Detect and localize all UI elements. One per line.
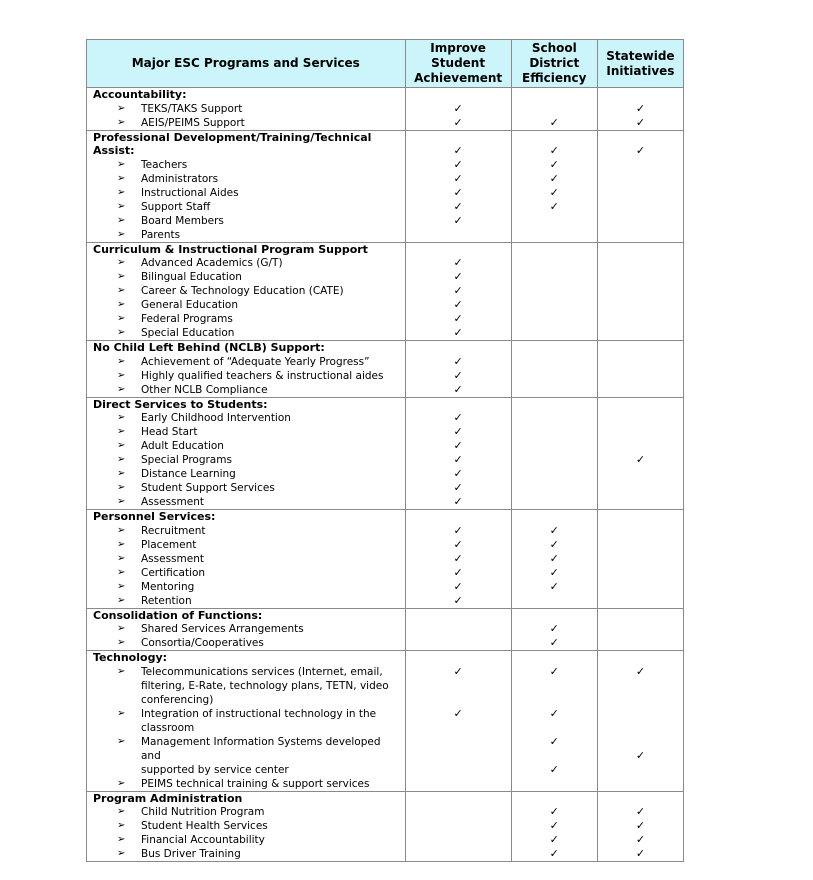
improve-cell xyxy=(405,608,511,651)
list-item-text: Certification xyxy=(141,566,206,579)
section-row xyxy=(87,341,684,398)
list-item xyxy=(87,805,405,819)
list-item-text: Mentoring xyxy=(141,580,195,593)
section-programs-cell xyxy=(87,608,406,651)
list-item xyxy=(87,594,405,608)
check-icon: ✓ xyxy=(453,298,463,311)
arrow-bullet-icon: ➢ xyxy=(117,566,126,578)
list-item-text: Parents xyxy=(141,228,181,241)
arrow-bullet-icon: ➢ xyxy=(117,313,126,324)
list-item xyxy=(87,425,405,439)
check-icon: ✓ xyxy=(549,158,559,171)
check-icon: ✓ xyxy=(453,115,463,129)
list-item xyxy=(87,777,405,791)
list-item xyxy=(87,284,405,298)
list-item xyxy=(87,524,405,538)
arrow-bullet-icon: ➢ xyxy=(117,777,126,789)
section-programs-cell xyxy=(87,130,406,242)
check-icon: ✓ xyxy=(453,101,463,115)
list-item-text: classroom xyxy=(141,721,195,734)
efficiency-cell xyxy=(511,510,597,609)
list-item xyxy=(87,707,405,735)
section-programs-cell xyxy=(87,88,406,131)
list-item-text: Adult Education xyxy=(141,440,224,452)
statewide-cell xyxy=(597,397,683,510)
arrow-bullet-icon: ➢ xyxy=(117,186,126,198)
section-item-list xyxy=(87,158,405,242)
check-icon: ✓ xyxy=(635,115,646,129)
check-icon: ✓ xyxy=(635,101,646,115)
check-icon: ✓ xyxy=(453,523,463,537)
list-item-text: Student Support Services xyxy=(141,482,275,494)
list-item-text: Early Childhood Intervention xyxy=(141,412,291,424)
check-icon: ✓ xyxy=(453,565,463,579)
list-item-text: Federal Programs xyxy=(141,313,233,325)
section-programs-cell xyxy=(87,510,406,609)
statewide-cell xyxy=(597,341,683,398)
check-icon: ✓ xyxy=(549,762,559,776)
header-improve-line: Student xyxy=(431,56,486,70)
arrow-bullet-icon: ➢ xyxy=(117,637,126,648)
header-statewide-line: Statewide xyxy=(606,48,675,63)
arrow-bullet-icon: ➢ xyxy=(117,327,126,338)
check-icon: ✓ xyxy=(453,144,463,157)
arrow-bullet-icon: ➢ xyxy=(117,383,126,395)
list-item xyxy=(87,102,405,116)
check-icon: ✓ xyxy=(549,622,559,635)
list-item xyxy=(87,411,405,425)
check-icon: ✓ xyxy=(549,734,559,748)
arrow-bullet-icon: ➢ xyxy=(117,820,126,831)
list-item-text: supported by service center xyxy=(141,763,289,776)
section-title: Professional Development/Training/Technical Assist: xyxy=(93,130,372,157)
arrow-bullet-icon: ➢ xyxy=(117,665,126,677)
check-icon: ✓ xyxy=(635,144,646,157)
arrow-bullet-icon: ➢ xyxy=(117,482,126,493)
statewide-cell xyxy=(597,791,683,862)
header-efficiency-line: District xyxy=(529,56,580,70)
check-icon: ✓ xyxy=(549,200,559,213)
list-item-text: Special Education xyxy=(141,327,235,339)
check-icon: ✓ xyxy=(549,706,559,720)
list-item xyxy=(87,214,405,228)
list-item-text: Career & Technology Education (CATE) xyxy=(141,285,344,297)
section-programs-cell xyxy=(87,651,406,792)
check-icon: ✓ xyxy=(635,833,646,846)
list-item xyxy=(87,622,405,636)
list-item-text: Board Members xyxy=(141,214,224,227)
section-item-list xyxy=(87,256,405,340)
section-row xyxy=(87,130,684,242)
list-item-text: PEIMS technical training & support services xyxy=(141,777,370,790)
check-icon: ✓ xyxy=(453,551,463,565)
arrow-bullet-icon: ➢ xyxy=(117,848,126,859)
list-item-text: Assessment xyxy=(141,552,204,565)
list-item-text: Retention xyxy=(141,594,192,607)
arrow-bullet-icon: ➢ xyxy=(117,426,126,437)
list-item-text: Shared Services Arrangements xyxy=(141,623,304,635)
section-item-list xyxy=(87,805,405,861)
list-item-text: Integration of instructional technology in the xyxy=(141,707,377,720)
list-item-text: Head Start xyxy=(141,426,198,438)
section-programs-cell xyxy=(87,791,406,862)
check-icon: ✓ xyxy=(453,158,463,171)
list-item-text: Bilingual Education xyxy=(141,271,242,283)
check-icon: ✓ xyxy=(453,186,463,199)
check-icon: ✓ xyxy=(635,805,646,818)
header-efficiency xyxy=(511,40,597,88)
check-icon: ✓ xyxy=(453,439,463,452)
list-item xyxy=(87,270,405,284)
header-programs xyxy=(87,40,406,88)
efficiency-cell xyxy=(511,242,597,341)
list-item xyxy=(87,467,405,481)
section-item-list xyxy=(87,355,405,397)
check-icon: ✓ xyxy=(453,354,463,368)
check-icon: ✓ xyxy=(549,523,559,537)
check-icon: ✓ xyxy=(453,593,463,607)
list-item xyxy=(87,833,405,847)
check-icon: ✓ xyxy=(453,214,463,227)
arrow-bullet-icon: ➢ xyxy=(117,623,126,634)
section-row xyxy=(87,242,684,341)
header-improve xyxy=(405,40,511,88)
check-icon: ✓ xyxy=(549,847,559,860)
list-item xyxy=(87,172,405,186)
list-item xyxy=(87,819,405,833)
section-item-list xyxy=(87,622,405,650)
efficiency-cell xyxy=(511,397,597,510)
check-icon: ✓ xyxy=(549,565,559,579)
section-row xyxy=(87,397,684,510)
list-item xyxy=(87,439,405,453)
check-icon: ✓ xyxy=(453,664,463,678)
section-title: No Child Left Behind (NCLB) Support: xyxy=(93,341,325,354)
list-item xyxy=(87,735,405,777)
list-item-text: Special Programs xyxy=(141,454,232,466)
arrow-bullet-icon: ➢ xyxy=(117,214,126,226)
check-icon: ✓ xyxy=(549,551,559,565)
list-item-text: Bus Driver Training xyxy=(141,848,241,860)
section-row xyxy=(87,510,684,609)
header-improve-line: Achievement xyxy=(414,71,503,85)
arrow-bullet-icon: ➢ xyxy=(117,299,126,310)
improve-cell xyxy=(405,242,511,341)
check-icon: ✓ xyxy=(453,382,463,396)
list-item xyxy=(87,158,405,172)
arrow-bullet-icon: ➢ xyxy=(117,228,126,240)
check-icon: ✓ xyxy=(453,495,463,508)
check-icon: ✓ xyxy=(635,453,646,466)
list-item xyxy=(87,200,405,214)
list-item-text: Highly qualified teachers & instructional aides xyxy=(141,369,384,382)
section-row xyxy=(87,608,684,651)
check-icon: ✓ xyxy=(453,411,463,424)
list-item xyxy=(87,495,405,509)
check-icon: ✓ xyxy=(549,819,559,832)
list-item xyxy=(87,256,405,270)
list-item xyxy=(87,552,405,566)
section-item-list xyxy=(87,102,405,130)
check-icon: ✓ xyxy=(453,537,463,551)
list-item xyxy=(87,665,405,707)
list-item-text: Telecommunications services (Internet, email, xyxy=(141,665,383,678)
header-row xyxy=(87,40,684,88)
check-icon: ✓ xyxy=(549,172,559,185)
list-item xyxy=(87,298,405,312)
section-title: Technology: xyxy=(93,651,168,664)
section-title: Direct Services to Students: xyxy=(93,397,268,411)
list-item-text: Placement xyxy=(141,538,197,551)
list-item xyxy=(87,312,405,326)
section-programs-cell xyxy=(87,397,406,510)
arrow-bullet-icon: ➢ xyxy=(117,271,126,282)
list-item-text: AEIS/PEIMS Support xyxy=(141,116,245,129)
arrow-bullet-icon: ➢ xyxy=(117,834,126,845)
list-item-text: Teachers xyxy=(141,158,188,171)
arrow-bullet-icon: ➢ xyxy=(117,594,126,606)
improve-cell xyxy=(405,341,511,398)
check-icon: ✓ xyxy=(549,833,559,846)
list-item xyxy=(87,580,405,594)
list-item-text: Financial Accountability xyxy=(141,834,265,846)
list-item xyxy=(87,566,405,580)
check-icon: ✓ xyxy=(549,805,559,818)
list-item-text: Instructional Aides xyxy=(141,186,239,199)
list-item xyxy=(87,481,405,495)
check-icon: ✓ xyxy=(549,636,559,649)
list-item xyxy=(87,636,405,650)
check-icon: ✓ xyxy=(453,270,463,283)
improve-cell xyxy=(405,88,511,131)
check-icon: ✓ xyxy=(549,579,559,593)
arrow-bullet-icon: ➢ xyxy=(117,116,126,128)
section-title: Program Administration xyxy=(93,791,243,805)
list-item-text: Management Information Systems developed and xyxy=(141,735,381,762)
check-icon: ✓ xyxy=(453,453,463,466)
check-icon: ✓ xyxy=(453,326,463,339)
header-programs-label: Major ESC Programs and Services xyxy=(131,56,360,70)
list-item-text: Administrators xyxy=(141,172,219,185)
header-efficiency-line: School xyxy=(531,41,577,55)
statewide-cell xyxy=(597,510,683,609)
arrow-bullet-icon: ➢ xyxy=(117,538,126,550)
arrow-bullet-icon: ➢ xyxy=(117,440,126,451)
check-icon: ✓ xyxy=(453,425,463,438)
header-statewide-line: Initiatives xyxy=(606,63,675,78)
arrow-bullet-icon: ➢ xyxy=(117,257,126,268)
arrow-bullet-icon: ➢ xyxy=(117,468,126,479)
check-icon: ✓ xyxy=(453,312,463,325)
check-icon: ✓ xyxy=(549,144,559,157)
check-icon: ✓ xyxy=(453,368,463,382)
header-efficiency-line: Efficiency xyxy=(522,71,587,85)
check-icon: ✓ xyxy=(453,284,463,297)
arrow-bullet-icon: ➢ xyxy=(117,806,126,817)
list-item-text: Student Health Services xyxy=(141,820,268,832)
list-item-text: Support Staff xyxy=(141,200,211,213)
statewide-cell xyxy=(597,608,683,651)
check-icon: ✓ xyxy=(453,200,463,213)
check-icon: ✓ xyxy=(549,664,559,678)
arrow-bullet-icon: ➢ xyxy=(117,412,126,423)
list-item-text: Consortia/Cooperatives xyxy=(141,637,264,649)
list-item xyxy=(87,326,405,340)
list-item xyxy=(87,369,405,383)
list-item xyxy=(87,228,405,242)
improve-cell xyxy=(405,651,511,792)
section-item-list xyxy=(87,665,405,791)
header-improve-line: Improve xyxy=(430,41,486,55)
list-item-text: General Education xyxy=(141,299,238,311)
arrow-bullet-icon: ➢ xyxy=(117,355,126,367)
check-icon: ✓ xyxy=(635,664,646,678)
list-item-text: Assessment xyxy=(141,496,204,508)
efficiency-cell xyxy=(511,130,597,242)
arrow-bullet-icon: ➢ xyxy=(117,580,126,592)
statewide-cell xyxy=(597,88,683,131)
check-icon: ✓ xyxy=(453,256,463,269)
check-icon: ✓ xyxy=(635,847,646,860)
list-item-text: Recruitment xyxy=(141,524,206,537)
list-item xyxy=(87,383,405,397)
list-item xyxy=(87,186,405,200)
statewide-cell xyxy=(597,130,683,242)
arrow-bullet-icon: ➢ xyxy=(117,285,126,296)
efficiency-cell xyxy=(511,608,597,651)
statewide-cell xyxy=(597,651,683,792)
section-row xyxy=(87,651,684,792)
arrow-bullet-icon: ➢ xyxy=(117,454,126,465)
efficiency-cell xyxy=(511,88,597,131)
section-title: Accountability: xyxy=(93,88,187,101)
list-item-text: Child Nutrition Program xyxy=(141,806,265,818)
list-item xyxy=(87,116,405,130)
improve-cell xyxy=(405,130,511,242)
section-row xyxy=(87,791,684,862)
list-item-text: Advanced Academics (G/T) xyxy=(141,257,283,269)
list-item-text: Other NCLB Compliance xyxy=(141,383,268,396)
improve-cell xyxy=(405,791,511,862)
efficiency-cell xyxy=(511,791,597,862)
arrow-bullet-icon: ➢ xyxy=(117,735,126,747)
list-item xyxy=(87,847,405,861)
check-icon: ✓ xyxy=(453,467,463,480)
arrow-bullet-icon: ➢ xyxy=(117,707,126,719)
section-item-list xyxy=(87,524,405,608)
header-statewide xyxy=(597,40,683,88)
list-item-text: Distance Learning xyxy=(141,468,236,480)
list-item xyxy=(87,453,405,467)
check-icon: ✓ xyxy=(635,748,646,762)
section-item-list xyxy=(87,411,405,509)
check-icon: ✓ xyxy=(453,579,463,593)
check-icon: ✓ xyxy=(453,481,463,494)
arrow-bullet-icon: ➢ xyxy=(117,172,126,184)
efficiency-cell xyxy=(511,341,597,398)
section-programs-cell xyxy=(87,242,406,341)
list-item-text: filtering, E-Rate, technology plans, TETN, video xyxy=(141,679,389,692)
check-icon: ✓ xyxy=(549,186,559,199)
table-body xyxy=(87,88,684,862)
list-item-text: Achievement of “Adequate Yearly Progress” xyxy=(141,355,370,368)
efficiency-cell xyxy=(511,651,597,792)
check-icon: ✓ xyxy=(635,819,646,832)
check-icon: ✓ xyxy=(453,172,463,185)
statewide-cell xyxy=(597,242,683,341)
check-icon: ✓ xyxy=(549,115,559,129)
check-icon: ✓ xyxy=(549,537,559,551)
arrow-bullet-icon: ➢ xyxy=(117,200,126,212)
section-title: Consolidation of Functions: xyxy=(93,608,263,622)
list-item xyxy=(87,538,405,552)
arrow-bullet-icon: ➢ xyxy=(117,524,126,536)
list-item-text: conferencing) xyxy=(141,693,214,706)
arrow-bullet-icon: ➢ xyxy=(117,158,126,170)
arrow-bullet-icon: ➢ xyxy=(117,552,126,564)
arrow-bullet-icon: ➢ xyxy=(117,102,126,114)
improve-cell xyxy=(405,397,511,510)
list-item xyxy=(87,355,405,369)
check-icon: ✓ xyxy=(453,706,463,720)
arrow-bullet-icon: ➢ xyxy=(117,369,126,381)
section-title: Curriculum & Instructional Program Support xyxy=(93,242,368,256)
section-title: Personnel Services: xyxy=(93,510,216,523)
section-row xyxy=(87,88,684,131)
list-item-text: TEKS/TAKS Support xyxy=(141,102,243,115)
arrow-bullet-icon: ➢ xyxy=(117,496,126,507)
section-programs-cell xyxy=(87,341,406,398)
improve-cell xyxy=(405,510,511,609)
programs-table xyxy=(86,39,684,862)
